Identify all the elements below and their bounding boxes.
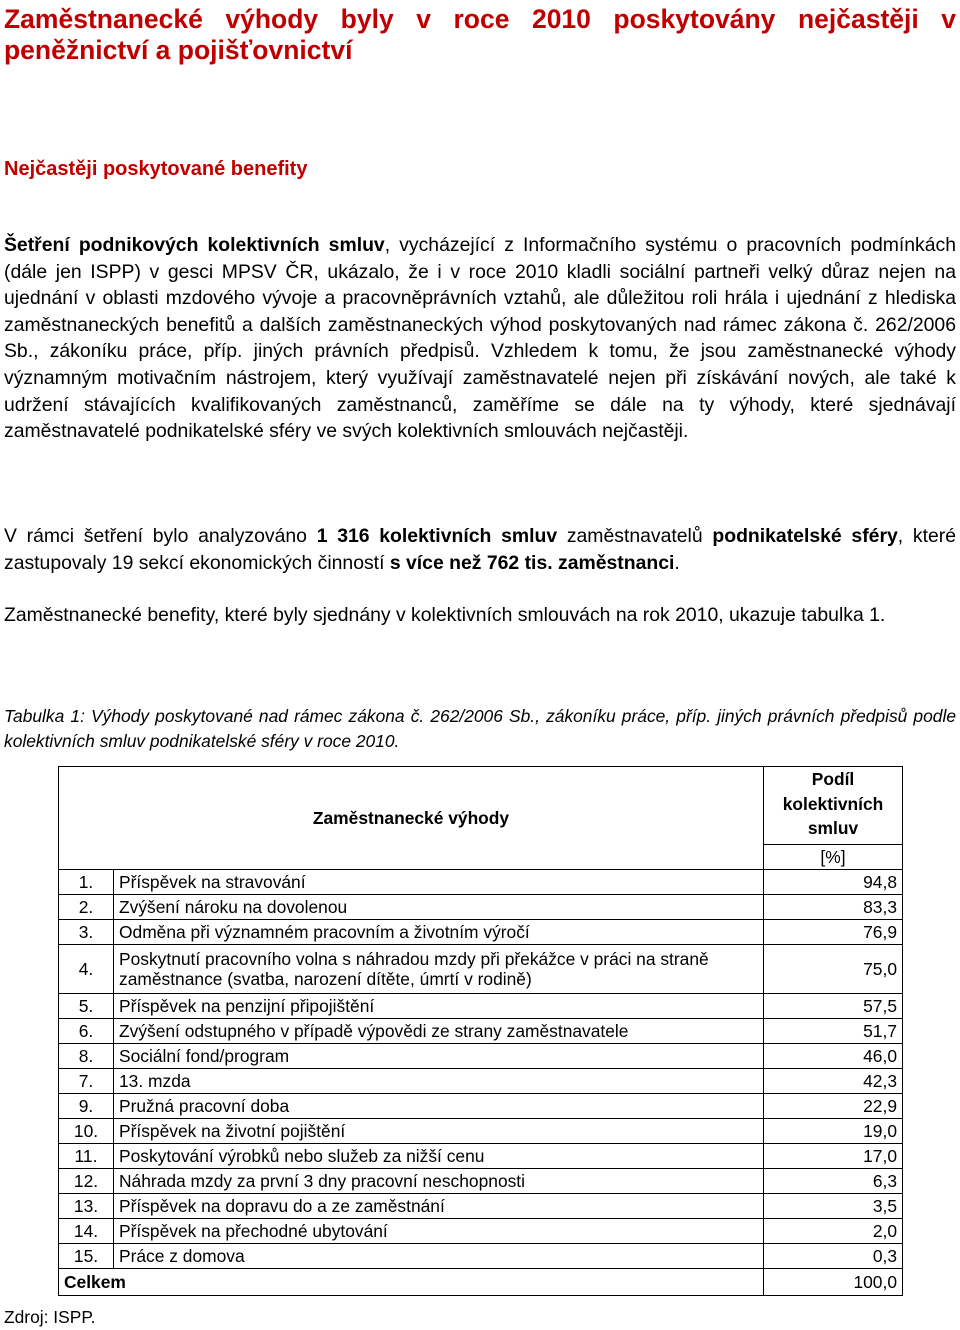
table-row [59, 1069, 903, 1094]
row-share: 22,9 [764, 1094, 903, 1119]
intro-bold-lead: Šetření podnikových kolektivních smluv [4, 234, 385, 256]
row-benefit: Příspěvek na přechodné ubytování [114, 1219, 764, 1244]
table-row [59, 1194, 903, 1219]
row-share: 2,0 [764, 1219, 903, 1244]
row-share: 17,0 [764, 1144, 903, 1169]
row-benefit: 13. mzda [114, 1069, 764, 1094]
row-share: 51,7 [764, 1019, 903, 1044]
section-heading: Nejčastěji poskytované benefity [4, 158, 308, 180]
table-intro-paragraph: Zaměstnanecké benefity, které byly sjednány v kolektivních smlouvách na rok 2010, ukazuje tabulka 1. [4, 604, 886, 626]
table-row [59, 870, 903, 895]
header-unit: [%] [764, 845, 903, 870]
row-benefit: Náhrada mzdy za první 3 dny pracovní neschopnosti [114, 1169, 764, 1194]
table-body [59, 870, 903, 1296]
row-number: 5. [59, 994, 114, 1019]
total-value: 100,0 [764, 1269, 903, 1296]
row-benefit: Práce z domova [114, 1244, 764, 1269]
analysis-text-4: . [674, 551, 680, 574]
row-benefit: Příspěvek na stravování [114, 870, 764, 895]
table-row [59, 1219, 903, 1244]
row-benefit: Příspěvek na dopravu do a ze zaměstnání [114, 1194, 764, 1219]
table-row [59, 945, 903, 994]
analysis-bold-sphere: podnikatelské sféry [712, 525, 898, 547]
table-row [59, 920, 903, 945]
row-number: 9. [59, 1094, 114, 1119]
row-share: 19,0 [764, 1119, 903, 1144]
row-share: 75,0 [764, 945, 903, 994]
table-row [59, 1169, 903, 1194]
row-number: 10. [59, 1119, 114, 1144]
row-share: 0,3 [764, 1244, 903, 1269]
row-number: 13. [59, 1194, 114, 1219]
table-total-row [59, 1269, 903, 1296]
row-share: 42,3 [764, 1069, 903, 1094]
row-share: 3,5 [764, 1194, 903, 1219]
row-benefit: Sociální fond/program [114, 1044, 764, 1069]
row-share: 94,8 [764, 870, 903, 895]
row-number: 12. [59, 1169, 114, 1194]
analysis-text-3: , které zastupovaly 19 sekcí ekonomických činností [4, 525, 956, 574]
intro-paragraph [4, 232, 956, 445]
table-row [59, 1119, 903, 1144]
table-row [59, 994, 903, 1019]
row-number: 6. [59, 1019, 114, 1044]
row-benefit: Zvýšení nároku na dovolenou [114, 895, 764, 920]
table-row [59, 1019, 903, 1044]
header-share: Podíl kolektivních smluv [764, 767, 903, 845]
row-number: 8. [59, 1044, 114, 1069]
row-number: 3. [59, 920, 114, 945]
row-number: 4. [59, 945, 114, 994]
row-benefit: Zvýšení odstupného v případě výpovědi ze strany zaměstnavatele [114, 1019, 764, 1044]
total-label: Celkem [59, 1269, 764, 1296]
table-caption: Tabulka 1: Výhody poskytované nad rámec zákona č. 262/2006 Sb., zákoníku práce, příp. jiných právních předpisů podle kolektivních smluv podnikatelské sféry v roce 2010. [4, 706, 956, 751]
table-row [59, 1244, 903, 1269]
analysis-text-1: V rámci šetření bylo analyzováno [4, 525, 317, 547]
analysis-paragraph [4, 523, 956, 576]
row-benefit: Odměna při významném pracovním a životním výročí [114, 920, 764, 945]
row-benefit: Pružná pracovní doba [114, 1094, 764, 1119]
row-number: 1. [59, 870, 114, 895]
table-row [59, 895, 903, 920]
header-benefits: Zaměstnanecké výhody [59, 767, 764, 870]
row-number: 15. [59, 1244, 114, 1269]
table-row [59, 1094, 903, 1119]
row-share: 46,0 [764, 1044, 903, 1069]
row-number: 11. [59, 1144, 114, 1169]
row-benefit: Příspěvek na penzijní připojištění [114, 994, 764, 1019]
row-number: 2. [59, 895, 114, 920]
table-row [59, 1044, 903, 1069]
table-row [59, 1144, 903, 1169]
analysis-text-2: zaměstnavatelů [557, 525, 713, 547]
row-benefit: Poskytnutí pracovního volna s náhradou mzdy při překážce v práci na straně zaměstnance (svatba, narození dítěte, úmrtí v rodině) [114, 945, 764, 994]
benefits-table [58, 766, 903, 1296]
row-number: 14. [59, 1219, 114, 1244]
row-share: 76,9 [764, 920, 903, 945]
row-share: 57,5 [764, 994, 903, 1019]
analysis-bold-count: 1 316 kolektivních smluv [316, 525, 558, 547]
row-share: 6,3 [764, 1169, 903, 1194]
analysis-bold-employees: s více než 762 tis. zaměstnanci [389, 551, 675, 574]
source-note: Zdroj: ISPP. [4, 1307, 96, 1327]
row-benefit: Poskytování výrobků nebo služeb za nižší cenu [114, 1144, 764, 1169]
page-title: Zaměstnanecké výhody byly v roce 2010 poskytovány nejčastěji v peněžnictví a pojišťovnictví [4, 4, 956, 65]
intro-text: , vycházející z Informačního systému o pracovních podmínkách (dále jen ISPP) v gesci MPSV ČR, ukázalo, že i v roce 2010 kladli sociální partneři velký důraz nejen na ujednání v oblasti mzdového vývoje a pracovněprávních vztahů, ale důležitou roli hrála i ujednání z hlediska zaměstnaneckých benefitů a dalších zaměstnaneckých výhod poskytovaných nad rámec zákona č. 262/2006 Sb., zákoníku práce, příp. jiných právních předpisů. Vzhledem k tomu, že jsou zaměstnanecké výhody významným motivačním nástrojem, který využívají zaměstnavatelé nejen při získávání nových, ale také k udržení stávajících kvalifikovaných zaměstnanců, zaměříme se dále na ty výhody, které sjednávají zaměstnavatelé podnikatelské sféry ve svých kolektivních smlouvách nejčastěji. [4, 234, 957, 443]
table-header-row [59, 767, 903, 845]
row-benefit: Příspěvek na životní pojištění [114, 1119, 764, 1144]
row-share: 83,3 [764, 895, 903, 920]
row-number: 7. [59, 1069, 114, 1094]
